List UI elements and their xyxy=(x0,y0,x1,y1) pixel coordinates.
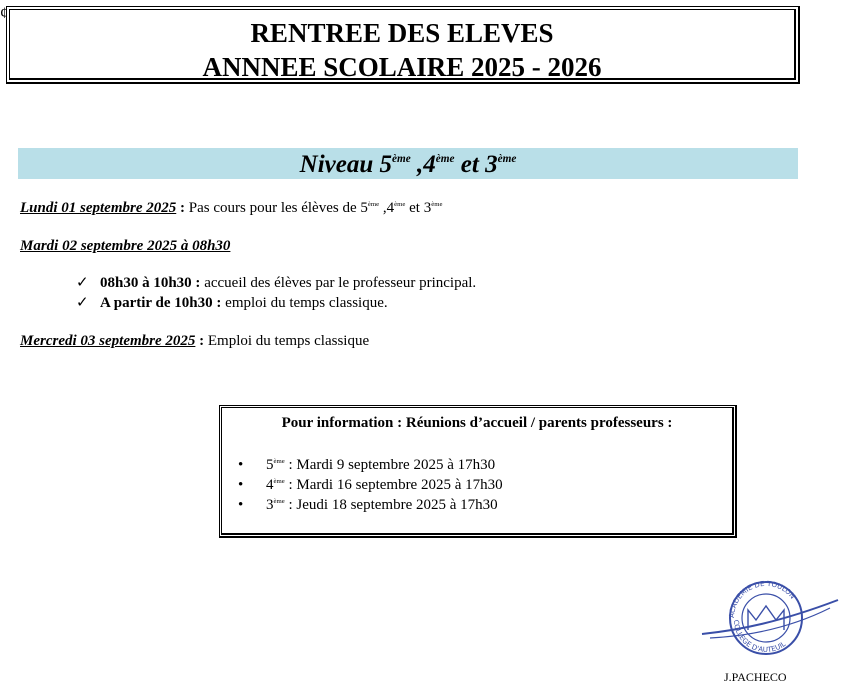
info-title: Pour information : Réunions d’accueil / parents professeurs : xyxy=(281,415,673,431)
mercredi-line xyxy=(20,332,369,350)
mercredi-colon: : xyxy=(195,333,208,349)
stamp-text-top: ACADEMIE DE TOULON xyxy=(727,579,797,619)
title-box xyxy=(6,6,800,84)
check-icon: ✓ xyxy=(76,275,89,291)
mardi-label: Mardi 02 septembre 2025 à 08h30 xyxy=(20,238,231,254)
mardi-item-time: A partir de 10h30 : xyxy=(100,295,222,311)
lundi-mid-1: ,4 xyxy=(379,200,395,216)
info-level: 4 xyxy=(266,477,274,493)
niveau-sup-1: ème xyxy=(392,152,411,165)
signature-name: J.PACHECO xyxy=(724,670,787,684)
info-item xyxy=(238,476,503,494)
check-icon: ✓ xyxy=(76,295,89,311)
bullet-icon: • xyxy=(238,477,244,493)
lundi-text: Pas cours pour les élèves de 5 xyxy=(188,200,368,216)
niveau-prefix: Niveau 5 xyxy=(299,151,393,178)
mardi-line xyxy=(20,237,230,255)
info-level-sup: ème xyxy=(273,457,285,465)
niveau-sup-2: ème xyxy=(435,152,455,165)
mardi-item xyxy=(76,274,476,292)
info-date: : Mardi 16 septembre 2025 à 17h30 xyxy=(284,477,503,493)
niveau-sup-3: ème xyxy=(497,152,517,165)
title-line-2: ANNNEE SCOLAIRE 2025 - 2026 xyxy=(202,52,602,82)
lundi-mid-2: et 3 xyxy=(405,200,432,216)
lundi-sup-3: ème xyxy=(431,200,443,208)
mardi-item-text: emploi du temps classique. xyxy=(221,295,388,311)
lundi-colon: : xyxy=(176,200,189,216)
mercredi-text: Emploi du temps classique xyxy=(207,333,370,349)
info-level-sup: ème xyxy=(273,497,285,505)
info-level-sup: ème xyxy=(273,477,285,485)
edge-mark: ¢ xyxy=(0,5,8,22)
lundi-sup-1: ème xyxy=(367,200,380,208)
bullet-icon: • xyxy=(238,457,244,473)
niveau-heading xyxy=(18,148,798,179)
school-stamp-icon xyxy=(700,578,840,658)
stamp-text-bottom: COLLEGE D'AUTEUIL xyxy=(731,619,788,655)
info-level: 5 xyxy=(266,457,274,473)
lundi-label: Lundi 01 septembre 2025 xyxy=(20,200,177,216)
niveau-mid-1: ,4 xyxy=(410,151,436,178)
info-level: 3 xyxy=(266,497,274,513)
mardi-item-time: 08h30 à 10h30 : xyxy=(100,275,201,291)
lundi-sup-2: ème xyxy=(394,200,406,208)
mercredi-label: Mercredi 03 septembre 2025 xyxy=(20,333,196,349)
info-box xyxy=(219,405,737,538)
mardi-item-text: accueil des élèves par le professeur principal. xyxy=(200,275,477,291)
niveau-mid-2: et 3 xyxy=(454,151,498,178)
info-item xyxy=(238,496,498,514)
mardi-item xyxy=(76,294,388,312)
lundi-line xyxy=(20,199,442,217)
title-line-1: RENTREE DES ELEVES xyxy=(250,18,554,48)
info-item xyxy=(238,456,496,474)
info-date: : Jeudi 18 septembre 2025 à 17h30 xyxy=(284,497,498,513)
bullet-icon: • xyxy=(238,497,244,513)
info-date: : Mardi 9 septembre 2025 à 17h30 xyxy=(284,457,496,473)
